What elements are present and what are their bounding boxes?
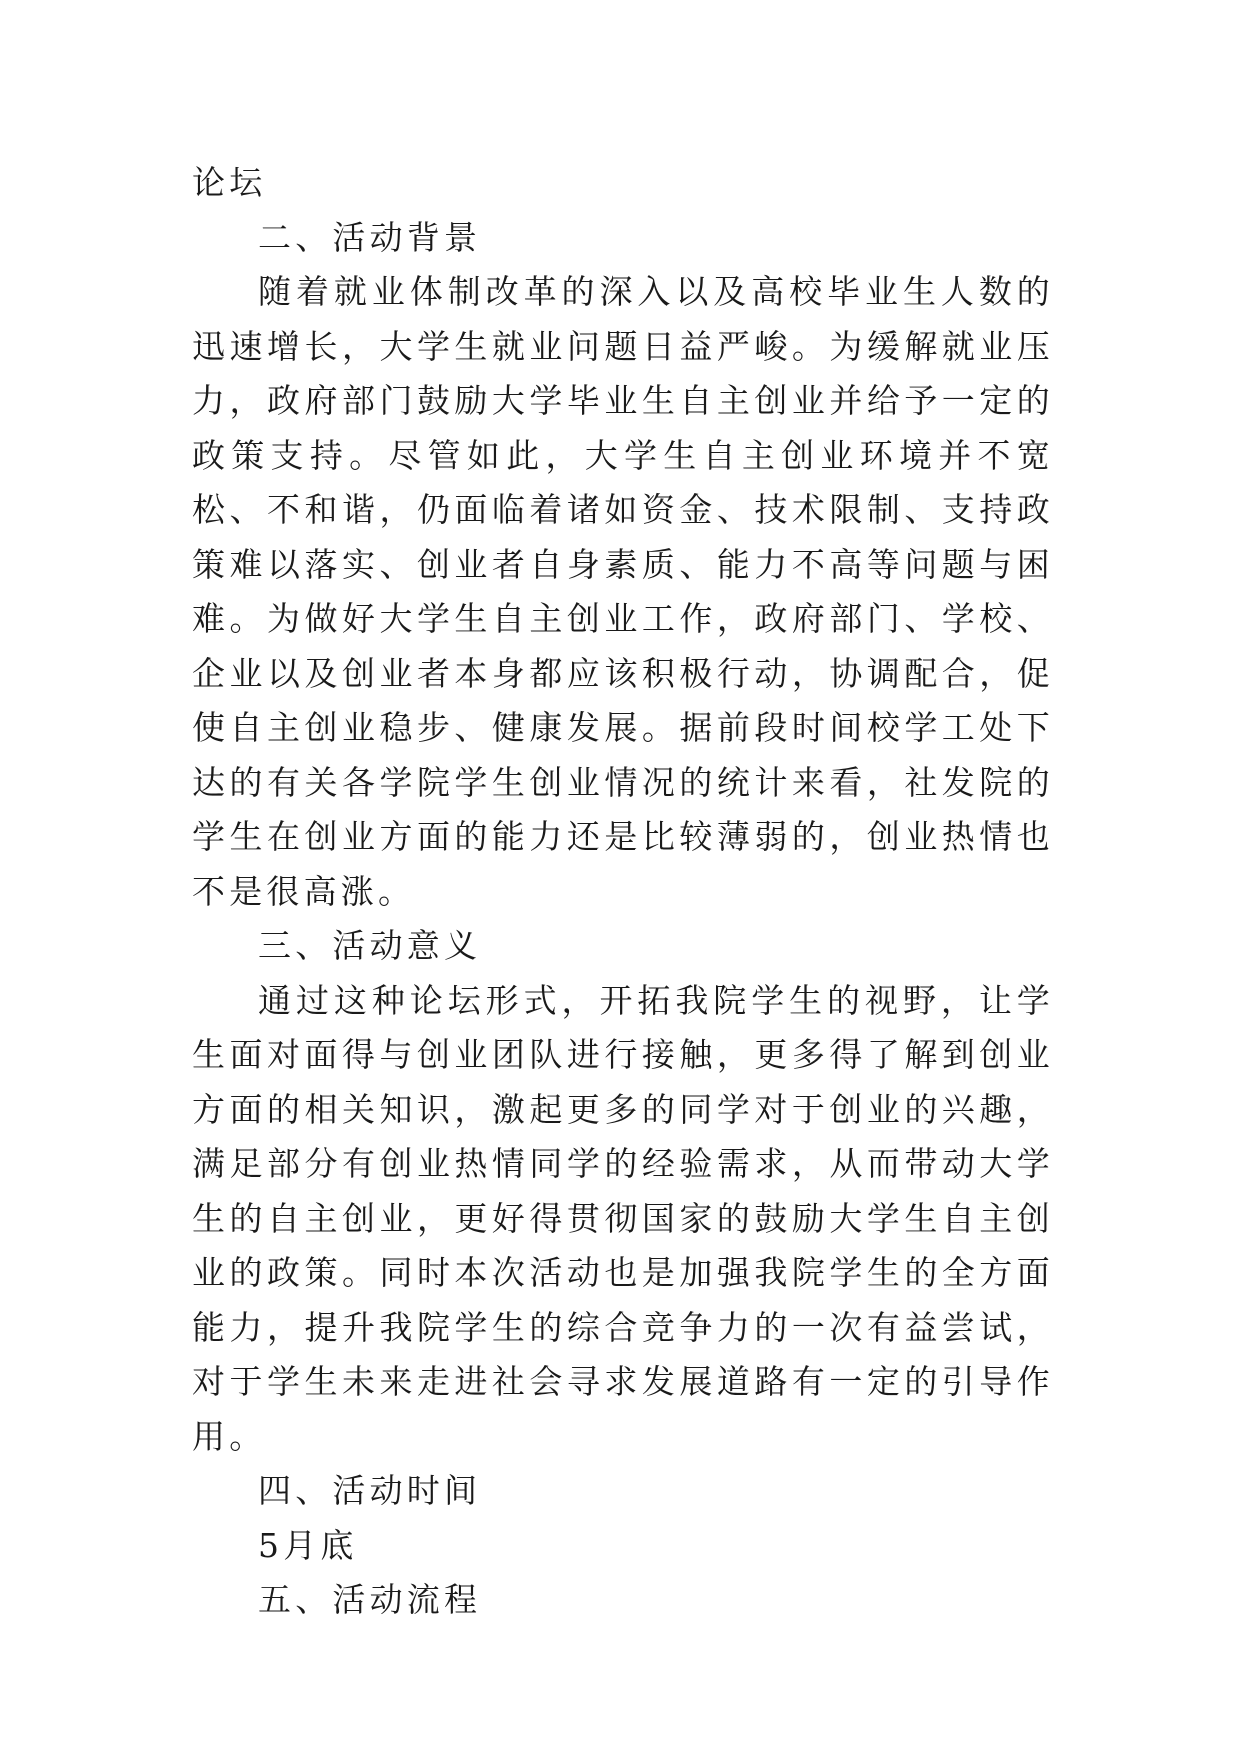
paragraph-continuation: 论坛: [192, 163, 267, 202]
document-page: [192, 156, 1054, 1628]
paragraph-significance: 通过这种论坛形式，开拓我院学生的视野，让学生面对面得与创业团队进行接触，更多得了解到创业方面的相关知识，激起更多的同学对于创业的兴趣，满足部分有创业热情同学的经验需求，从而带动大学生的自主创业，更好得贯彻国家的鼓励大学生自主创业的政策。同时本次活动也是加强我院学生的全方面能力，提升我院学生的综合竞争力的一次有益尝试，对于学生未来走进社会寻求发展道路有一定的引导作用。: [192, 980, 1054, 1456]
paragraph-time: 5月底: [258, 1525, 358, 1565]
section-heading-process: 五、活动流程: [258, 1580, 482, 1619]
section-heading-time: 四、活动时间: [258, 1471, 482, 1510]
paragraph-background: 随着就业体制改革的深入以及高校毕业生人数的迅速增长，大学生就业问题日益严峻。为缓解就业压力，政府部门鼓励大学毕业生自主创业并给予一定的政策支持。尽管如此，大学生自主创业环境并不宽松、不和谐，仍面临着诸如资金、技术限制、支持政策难以落实、创业者自身素质、能力不高等问题与困难。为做好大学生自主创业工作，政府部门、学校、企业以及创业者本身都应该积极行动，协调配合，促使自主创业稳步、健康发展。据前段时间校学工处下达的有关各学院学生创业情况的统计来看，社发院的学生在创业方面的能力还是比较薄弱的，创业热情也不是很高涨。: [192, 272, 1054, 911]
section-heading-background: 二、活动背景: [258, 217, 482, 257]
section-heading-significance: 三、活动意义: [258, 926, 482, 965]
